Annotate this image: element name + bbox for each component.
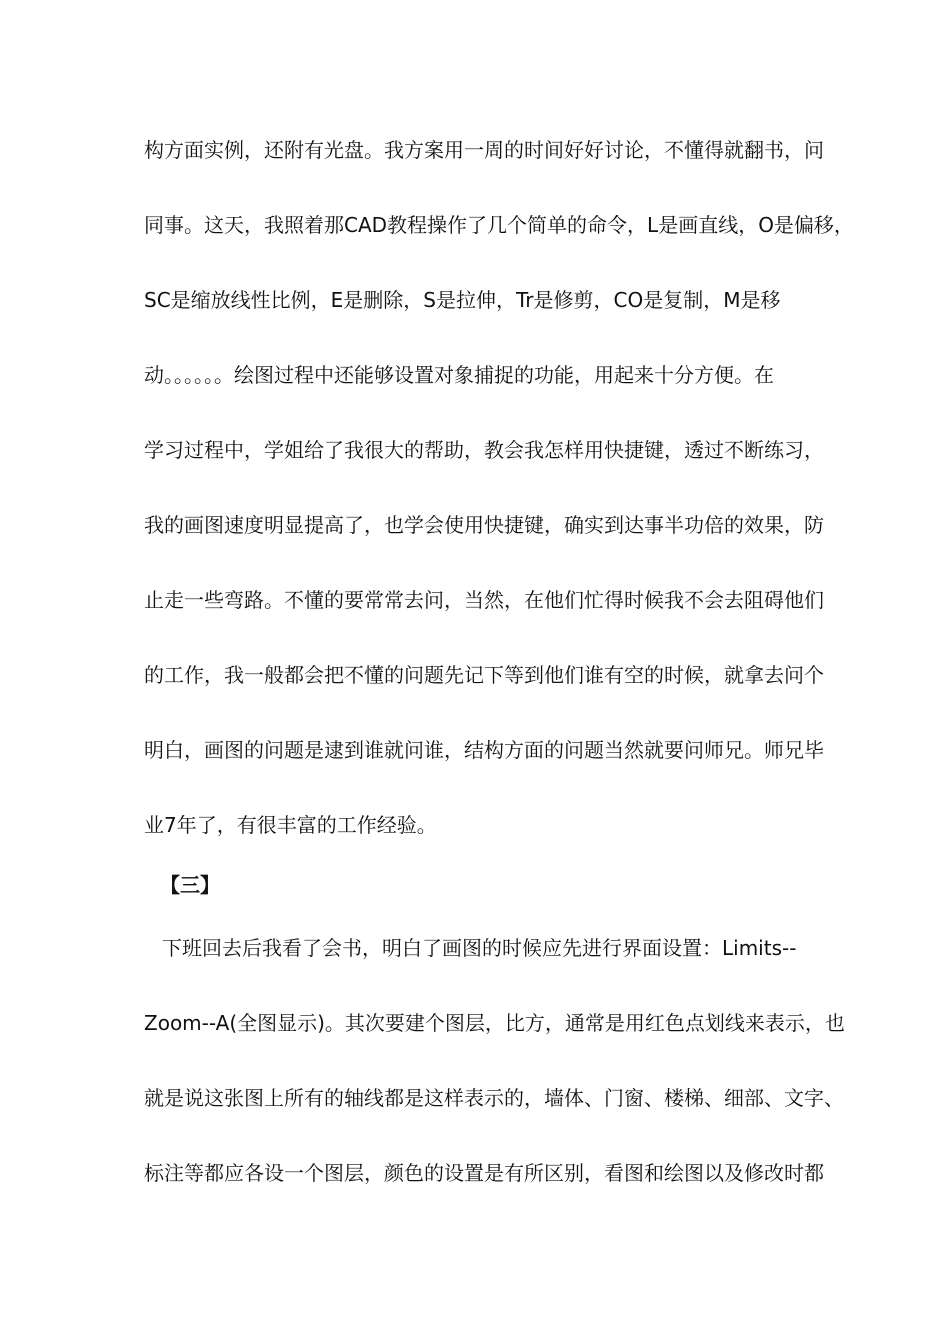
- paragraph-1-line-10: 业7年了，有很丰富的工作经验。: [144, 813, 437, 837]
- paragraph-1-line-4: 动。。。。。。绘图过程中还能够设置对象捕捉的功能，用起来十分方便。在: [144, 363, 774, 387]
- paragraph-1-line-1: 构方面实例，还附有光盘。我方案用一周的时间好好讨论，不懂得就翻书，问: [144, 138, 824, 162]
- paragraph-1-line-8: 的工作，我一般都会把不懂的问题先记下等到他们谁有空的时候，就拿去问个: [144, 663, 824, 687]
- paragraph-1-line-3: SC是缩放线性比例，E是删除，S是拉伸，Tr是修剪，CO是复制，M是移: [144, 288, 781, 312]
- paragraph-2-line-2: Zoom--A(全图显示)。其次要建个图层，比方，通常是用红色点划线来表示，也: [144, 1011, 845, 1035]
- paragraph-1-line-9: 明白，画图的问题是逮到谁就问谁，结构方面的问题当然就要问师兄。师兄毕: [144, 738, 824, 762]
- paragraph-1-line-2: 同事。这天，我照着那CAD教程操作了几个简单的命令，L是画直线，O是偏移，: [144, 213, 854, 237]
- paragraph-1-line-6: 我的画图速度明显提高了，也学会使用快捷键，确实到达事半功倍的效果，防: [144, 513, 824, 537]
- paragraph-1-line-7: 止走一些弯路。不懂的要常常去问，当然，在他们忙得时候我不会去阻碍他们: [144, 588, 824, 612]
- paragraph-1-line-5: 学习过程中，学姐给了我很大的帮助，教会我怎样用快捷键，透过不断练习，: [144, 438, 824, 462]
- section-heading: 【三】: [160, 873, 220, 897]
- paragraph-2-line-4: 标注等都应各设一个图层，颜色的设置是有所区别，看图和绘图以及修改时都: [144, 1161, 824, 1185]
- paragraph-2-line-3: 就是说这张图上所有的轴线都是这样表示的，墙体、门窗、楼梯、细部、文字、: [144, 1086, 844, 1110]
- paragraph-2-line-1: 下班回去后我看了会书，明白了画图的时候应先进行界面设置：Limits--: [162, 936, 797, 960]
